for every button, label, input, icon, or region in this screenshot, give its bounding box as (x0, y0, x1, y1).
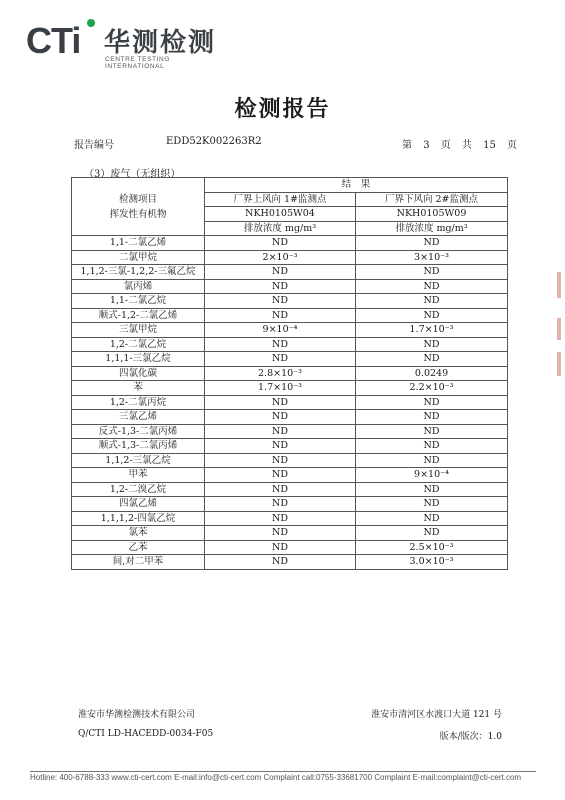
footer-doc-code: Q/CTI LD-HACEDD-0034-F05 (78, 729, 214, 739)
table-cell-value-2: ND (356, 236, 508, 251)
table-cell-item: 氯苯 (72, 526, 205, 541)
table-cell-item: 1,2-二溴乙烷 (72, 482, 205, 497)
item-header-label: 检测项目 (118, 193, 157, 205)
footer-contact-line: Hotline: 400-6788-333 www.cti-cert.com E-mail:info@cti-cert.com Complaint call:0755-33681700 Complaint E-mail:complaint@cti-cert.com (30, 773, 522, 782)
table-cell-item: 乙苯 (72, 540, 205, 555)
table-cell-item: 1,1,2-三氯-1,2,2-三氟乙烷 (72, 265, 205, 280)
section-title: （3）废气（无组织） (84, 169, 181, 180)
item-header-cell (72, 178, 205, 236)
footer-address: 淮安市清河区水渡口大道 121 号 (371, 710, 502, 720)
table-cell-value-1: ND (205, 352, 356, 367)
table-cell-item: 1,1-二氯乙烯 (72, 236, 205, 251)
table-cell-value-2: ND (356, 337, 508, 352)
table-cell-value-2: ND (356, 497, 508, 512)
logo-mark: CTi (26, 20, 81, 61)
table-cell-value-1: 9×10⁻⁴ (205, 323, 356, 338)
table-cell-value-1: ND (205, 526, 356, 541)
col2-site-name: 厂界下风向 2#监测点 (356, 192, 508, 207)
table-cell-item: 氯丙烯 (72, 279, 205, 294)
table-cell-value-1: ND (205, 453, 356, 468)
table-cell-value-2: ND (356, 424, 508, 439)
table-cell-value-2: ND (356, 308, 508, 323)
table-row (72, 540, 508, 555)
table-cell-item: 四氯乙烯 (72, 497, 205, 512)
table-row (72, 294, 508, 309)
table-cell-value-2: 2.5×10⁻³ (356, 540, 508, 555)
table-cell-value-1: ND (205, 555, 356, 570)
table-row (72, 395, 508, 410)
table-row (72, 555, 508, 570)
table-cell-value-1: ND (205, 410, 356, 425)
table-cell-value-2: 0.0249 (356, 366, 508, 381)
table-cell-value-2: ND (356, 352, 508, 367)
table-cell-value-1: 1.7×10⁻³ (205, 381, 356, 396)
table-row (72, 279, 508, 294)
logo-chinese-name: 华测检测 (104, 28, 217, 58)
table-cell-value-2: ND (356, 279, 508, 294)
table-cell-value-1: 2×10⁻³ (205, 250, 356, 265)
table-cell-item: 三氯乙烯 (72, 410, 205, 425)
table-cell-value-1: ND (205, 497, 356, 512)
table-row (72, 308, 508, 323)
table-cell-value-2: 3×10⁻³ (356, 250, 508, 265)
table-row (72, 381, 508, 396)
table-cell-value-2: ND (356, 511, 508, 526)
table-cell-value-1: ND (205, 308, 356, 323)
table-row (72, 453, 508, 468)
report-title: 检测报告 (234, 97, 331, 122)
table-row (72, 439, 508, 454)
table-cell-item: 1,2-二氯乙烷 (72, 337, 205, 352)
table-cell-value-1: ND (205, 236, 356, 251)
table-cell-value-2: ND (356, 395, 508, 410)
col1-unit: 排放浓度 mg/m³ (205, 221, 356, 236)
table-cell-value-2: ND (356, 526, 508, 541)
table-cell-value-2: 2.2×10⁻³ (356, 381, 508, 396)
table-row (72, 265, 508, 280)
edge-seal-mark (557, 352, 561, 376)
table-cell-value-1: ND (205, 511, 356, 526)
table-row (72, 337, 508, 352)
table-cell-value-1: ND (205, 395, 356, 410)
table-row (72, 497, 508, 512)
table-row (72, 323, 508, 338)
table-cell-value-1: ND (205, 337, 356, 352)
table-row (72, 424, 508, 439)
table-row (72, 526, 508, 541)
table-cell-value-2: ND (356, 410, 508, 425)
table-cell-item: 间,对二甲苯 (72, 555, 205, 570)
table-row (72, 410, 508, 425)
result-header-cell: 结 果 (205, 178, 508, 193)
col1-site-name: 厂界上风向 1#监测点 (205, 192, 356, 207)
footer-version: 版本/版次：1.0 (439, 732, 502, 742)
col2-sample-id: NKH0105W09 (356, 207, 508, 222)
table-cell-item: 1,1,2-三氯乙烷 (72, 453, 205, 468)
table-cell-value-2: 9×10⁻⁴ (356, 468, 508, 483)
report-number-label: 报告编号 (74, 140, 114, 151)
table-cell-item: 顺式-1,3-二氯丙烯 (72, 439, 205, 454)
edge-seal-mark (557, 272, 561, 298)
table-row (72, 352, 508, 367)
item-header-sublabel: 挥发性有机物 (109, 208, 167, 220)
table-cell-item: 苯 (72, 381, 205, 396)
edge-seal-mark (557, 318, 561, 340)
table-cell-item: 三氯甲烷 (72, 323, 205, 338)
results-table (71, 177, 508, 570)
table-row (72, 236, 508, 251)
page-indicator: 第 3 页 共 15 页 (402, 140, 517, 151)
table-row (72, 250, 508, 265)
table-cell-item: 1,1-二氯乙烷 (72, 294, 205, 309)
table-cell-item: 1,1,1,2-四氯乙烷 (72, 511, 205, 526)
table-row (72, 511, 508, 526)
col1-sample-id: NKH0105W04 (205, 207, 356, 222)
table-cell-value-1: ND (205, 294, 356, 309)
table-cell-value-1: ND (205, 279, 356, 294)
table-cell-item: 四氯化碳 (72, 366, 205, 381)
footer-divider (30, 771, 536, 772)
table-row (72, 468, 508, 483)
table-cell-item: 反式-1,3-二氯丙烯 (72, 424, 205, 439)
table-cell-value-2: ND (356, 294, 508, 309)
table-cell-value-1: 2.8×10⁻³ (205, 366, 356, 381)
table-cell-value-1: ND (205, 540, 356, 555)
table-cell-value-1: ND (205, 468, 356, 483)
table-cell-item: 顺式-1,2-二氯乙烯 (72, 308, 205, 323)
table-row (72, 482, 508, 497)
table-cell-value-2: ND (356, 482, 508, 497)
table-cell-item: 甲苯 (72, 468, 205, 483)
table-cell-value-1: ND (205, 439, 356, 454)
table-cell-value-1: ND (205, 265, 356, 280)
table-cell-value-2: ND (356, 265, 508, 280)
table-row (72, 366, 508, 381)
table-cell-item: 1,1,1-三氯乙烷 (72, 352, 205, 367)
logo-english-name: CENTRE TESTING INTERNATIONAL (105, 56, 170, 70)
table-cell-item: 二氯甲烷 (72, 250, 205, 265)
table-header-row (72, 178, 508, 193)
table-cell-value-1: ND (205, 424, 356, 439)
logo-dot-icon (87, 19, 95, 27)
col2-unit: 排放浓度 mg/m³ (356, 221, 508, 236)
table-cell-value-2: 1.7×10⁻³ (356, 323, 508, 338)
table-cell-item: 1,2-二氯丙烷 (72, 395, 205, 410)
table-cell-value-2: ND (356, 439, 508, 454)
table-cell-value-2: ND (356, 453, 508, 468)
table-cell-value-2: 3.0×10⁻³ (356, 555, 508, 570)
table-cell-value-1: ND (205, 482, 356, 497)
report-number: EDD52K002263R2 (166, 136, 262, 147)
footer-company: 淮安市华测检测技术有限公司 (78, 710, 196, 720)
company-logo (26, 18, 217, 70)
